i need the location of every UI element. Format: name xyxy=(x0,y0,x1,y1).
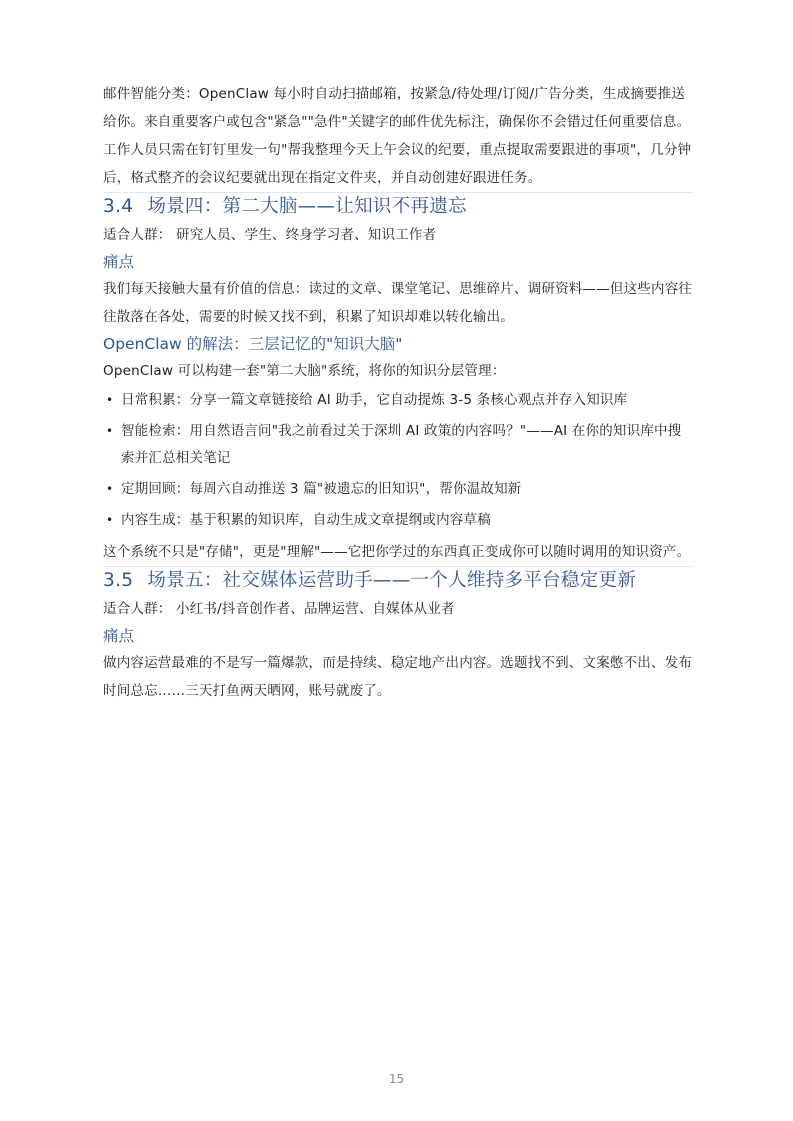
closing-paragraph: 这个系统不只是"存储"，更是"理解"——它把你学过的东西真正变成你可以随时调用的知识资产。 xyxy=(103,544,691,560)
list-item xyxy=(103,418,693,472)
list-item xyxy=(103,507,693,534)
section-number: 3.4 xyxy=(103,196,134,217)
section-heading-3-4 xyxy=(103,193,693,221)
pain-point-heading: 痛点 xyxy=(103,253,135,271)
bullet-icon: • xyxy=(106,482,114,496)
pain-point-heading: 痛点 xyxy=(103,627,135,645)
pain-point-text: 做内容运营最难的不是写一篇爆款，而是持续、稳定地产出内容。选题找不到、文案憋不出、发布时间总忘……三天打鱼两天晒网，账号就废了。 xyxy=(103,655,693,699)
target-audience: 适合人群： 研究人员、学生、终身学习者、知识工作者 xyxy=(103,227,437,243)
list-item-text: 定期回顾：每周六自动推送 3 篇"被遗忘的旧知识"，帮你温故知新 xyxy=(121,481,522,497)
bullet-icon: • xyxy=(106,424,114,438)
target-audience: 适合人群： 小红书/抖音创作者、品牌运营、自媒体从业者 xyxy=(103,601,455,617)
list-item-text: 智能检索：用自然语言问"我之前看过关于深圳 AI 政策的内容吗？"——AI 在你的知识库中搜索并汇总相关笔记 xyxy=(121,423,682,466)
section-title: 场景四：第二大脑——让知识不再遗忘 xyxy=(147,196,467,217)
paragraph-meeting-minutes: 工作人员只需在钉钉里发一句"帮我整理今天上午会议的纪要，重点提取需要跟进的事项"，几分钟后，格式整齐的会议纪要就出现在指定文件夹，并自动创建好跟进任务。 xyxy=(103,142,692,186)
list-item-text: 内容生成：基于积累的知识库，自动生成文章提纲或内容草稿 xyxy=(121,512,491,528)
list-item xyxy=(103,476,693,503)
section-number: 3.5 xyxy=(103,570,134,591)
solution-bullet-list xyxy=(103,387,693,534)
paragraph-email-classification: 邮件智能分类：OpenClaw 每小时自动扫描邮箱，按紧急/待处理/订阅/广告分类，生成摘要推送给你。来自重要客户或包含"紧急""急件"关键字的邮件优先标注，确保你不会错过任何重要信息。 xyxy=(103,86,691,130)
bullet-icon: • xyxy=(106,393,114,407)
pain-point-text: 我们每天接触大量有价值的信息：读过的文章、课堂笔记、思维碎片、调研资料——但这些内容往往散落在各处，需要的时候又找不到，积累了知识却难以转化输出。 xyxy=(103,281,693,325)
section-title: 场景五：社交媒体运营助手——一个人维持多平台稳定更新 xyxy=(147,570,637,591)
list-item xyxy=(103,387,693,414)
solution-heading: OpenClaw 的解法：三层记忆的"知识大脑" xyxy=(103,335,403,353)
document-page xyxy=(103,80,693,705)
bullet-icon: • xyxy=(106,513,114,527)
page-number: 15 xyxy=(388,1072,405,1086)
solution-intro: OpenClaw 可以构建一套"第二大脑"系统，将你的知识分层管理： xyxy=(103,363,506,379)
section-heading-3-5 xyxy=(103,567,693,595)
list-item-text: 日常积累：分享一篇文章链接给 AI 助手，它自动提炼 3-5 条核心观点并存入知识库 xyxy=(121,392,628,408)
